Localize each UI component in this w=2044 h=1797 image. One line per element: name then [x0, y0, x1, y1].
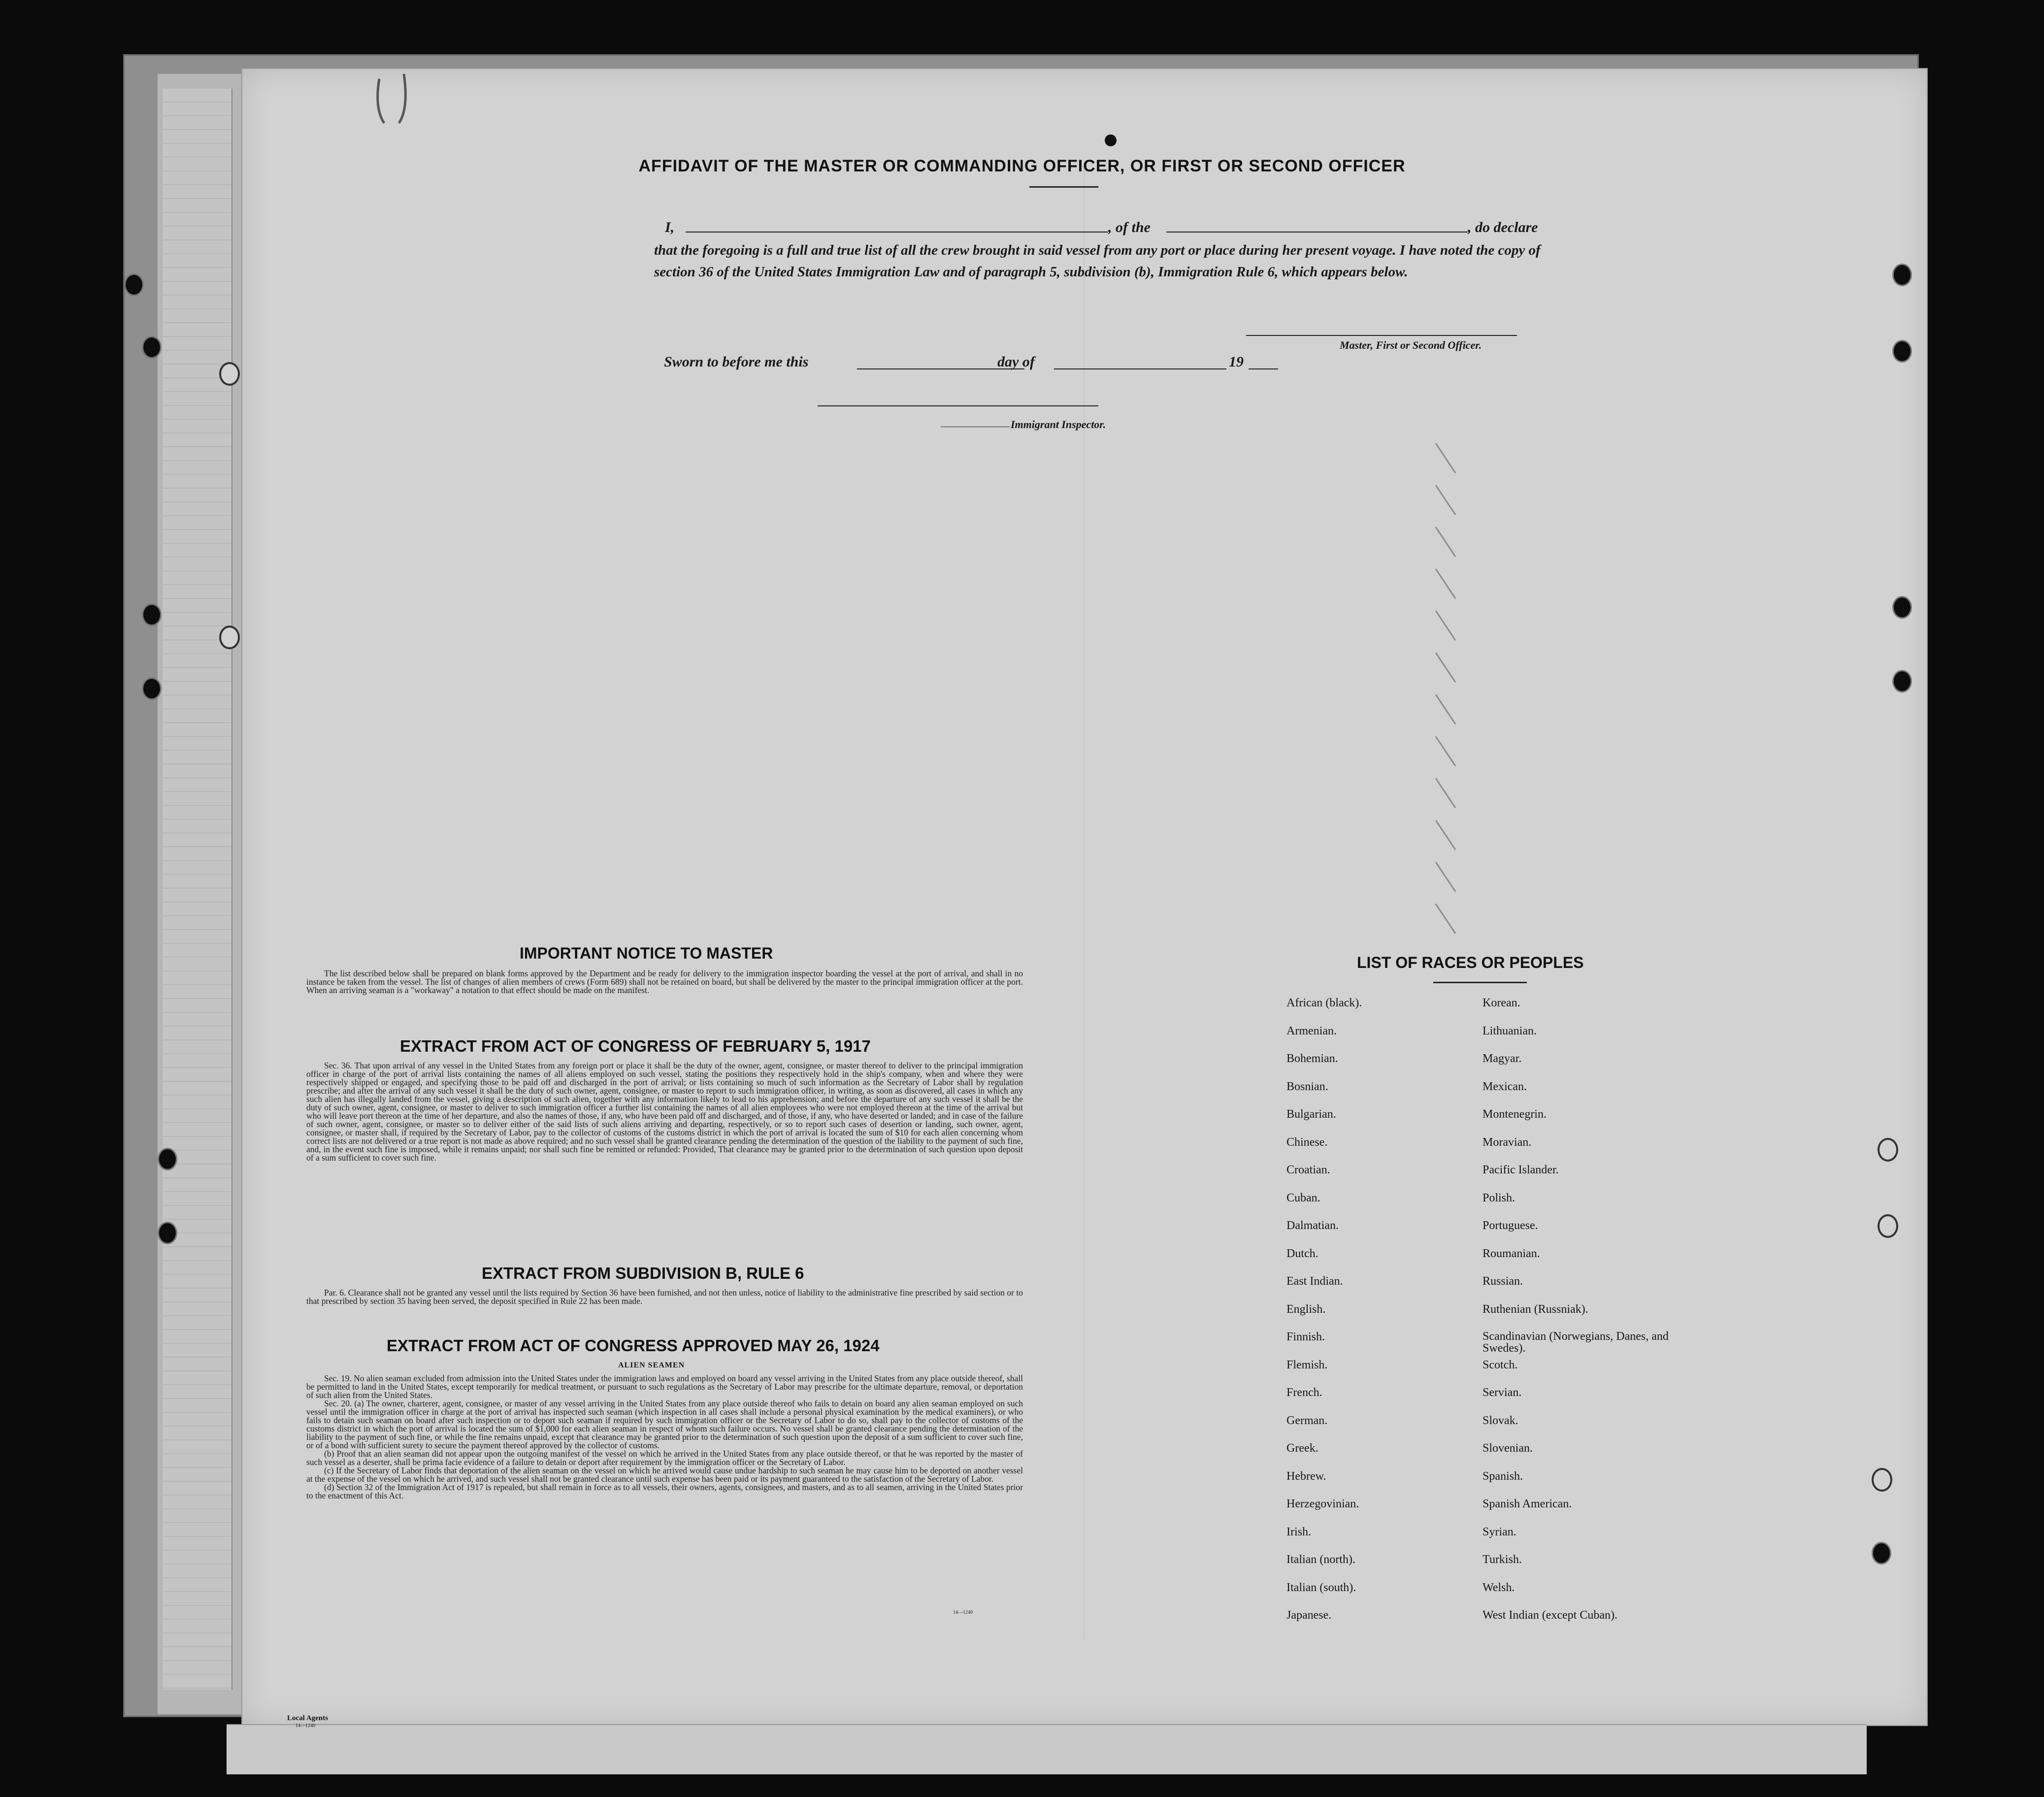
- sworn-month-line[interactable]: [1054, 368, 1226, 369]
- race-item: Korean.: [1483, 997, 1520, 1009]
- affidavit-statement: that the foregoing is a full and true list of all the crew brought in said vessel from any port or place during her present voyage. I have noted the copy of section 36 of the United States Immigration Law and of paragraph 5, subdivision (b), Immigration Rule 6, which appears below.: [654, 242, 1541, 280]
- race-item: Italian (north).: [1286, 1553, 1355, 1566]
- name-field-line[interactable]: [686, 232, 1108, 233]
- extract-1917-heading: EXTRACT FROM ACT OF CONGRESS OF FEBRUARY 5, 1917: [400, 1037, 871, 1055]
- alien-seamen-subheading: ALIEN SEAMEN: [618, 1361, 685, 1369]
- rule6-heading: EXTRACT FROM SUBDIVISION B, RULE 6: [482, 1264, 804, 1282]
- local-agents-label: Local Agents: [287, 1714, 328, 1722]
- race-item: Slovenian.: [1483, 1442, 1533, 1455]
- vessel-field-line[interactable]: [1166, 232, 1468, 233]
- race-item: French.: [1286, 1386, 1322, 1399]
- race-item: Chinese.: [1286, 1135, 1328, 1149]
- race-item: Slovak.: [1483, 1414, 1518, 1427]
- extract-1917-body: [306, 1062, 1023, 1162]
- sworn-day-of: day of: [997, 354, 1035, 370]
- race-item: English.: [1286, 1302, 1326, 1316]
- race-item: Armenian.: [1286, 1024, 1337, 1037]
- sworn-year-line[interactable]: [1249, 368, 1278, 369]
- notice-heading: IMPORTANT NOTICE TO MASTER: [520, 944, 773, 962]
- race-item: Scotch.: [1483, 1358, 1518, 1371]
- race-item: Moravian.: [1483, 1135, 1532, 1149]
- races-heading-rule: [1433, 982, 1527, 983]
- race-item: Spanish American.: [1483, 1498, 1572, 1510]
- races-heading: LIST OF RACES OR PEOPLES: [1357, 954, 1584, 971]
- race-item: Roumanian.: [1483, 1247, 1540, 1260]
- extract-1924-body: [306, 1374, 1023, 1500]
- notice-text: The list described below shall be prepared on blank forms approved by the Department and be ready for delivery to the immigration inspector boarding the vessel at the port of arrival, and shall in no instance be taken from the vessel. The list of changes of alien members of crews (Form 689) shall not be retained on board, but shall be delivered by the master to the principal immigration officer at the port. When an arriving seaman is a "workaway" a notation to that effect should be made on the manifest.: [306, 968, 1023, 995]
- race-item: Welsh.: [1483, 1581, 1515, 1594]
- race-item: Flemish.: [1286, 1358, 1328, 1371]
- race-item: Scandinavian (Norwegians, Danes, and Swedes).: [1483, 1330, 1669, 1355]
- declare-of-the: , of the: [1108, 219, 1151, 235]
- rule6-body: [306, 1289, 1023, 1305]
- race-item: Pacific Islander.: [1483, 1164, 1559, 1176]
- sec20d-text: (d) Section 32 of the Immigration Act of 1917 is repealed, but shall remain in force as to all vessels, their owners, agents, consignees, and masters, and as to all seamen, arriving in the United States prior to the enactment of this Act.: [306, 1482, 1023, 1500]
- race-item: Cuban.: [1286, 1191, 1320, 1204]
- notice-body: [306, 969, 1023, 995]
- form-code: 14—1240: [953, 1610, 973, 1615]
- race-item: Irish.: [1286, 1525, 1311, 1538]
- race-item: Greek.: [1286, 1442, 1319, 1455]
- master-signature-line[interactable]: [1246, 335, 1517, 336]
- race-item: Japanese.: [1286, 1609, 1332, 1622]
- race-item: Dalmatian.: [1286, 1219, 1339, 1232]
- extract-1924-heading: EXTRACT FROM ACT OF CONGRESS APPROVED MAY 26, 1924: [387, 1336, 880, 1355]
- extract-1917-text: Sec. 36. That upon arrival of any vessel in the United States from any foreign port or place it shall be the duty of the owner, agent, consignee, or master thereof to deliver to the principal immigration officer in charge of the port of arrival lists containing the names of all aliens employed on such vessel, stating the positions they respectively hold in the ship's company, when and where they were respectively shipped or engaged, and specifying those to be paid off and discharged in the port of arrival; or lists containing so much of such information as the Secretary of Labor shall by regulation prescribe; and after the arrival of any such vessel it shall be the duty of such owner, agent, consignee, or master to report to such immigration officer, in writing, as soon as discovered, all cases in which any such alien has illegally landed from the vessel, giving a description of such alien, together with any information likely to lead to his apprehension; and before the departure of any such vessel it shall be the duty of such owner, agent, consignee, or master to deliver to such immigration officer a further list containing the names of all alien employees who were not employed thereon at the time of the arrival but who will leave port thereon at the time of her departure, and also the names of those, if any, who have been paid off and discharged, and of those, if any, who have deserted or landed; and in case of the failure of such owner, agent, consignee, or master so to deliver either of the said lists of such aliens arriving and departing, respectively, or so to report such cases of desertion or landing, such owner, agent, consignee, or master shall, if required by the Secretary of Labor, pay to the collector of customs of the customs district in which the port of arrival is located the sum of $10 for each alien concerning whom correct lists are not delivered or a true report is not made as above required; and no such vessel shall be granted clearance pending the determination of the question of the liability to the payment of such fine, and, in the event such fine is imposed, while it remains unpaid; nor shall such fine be remitted or refunded: Provided, That clearance may be granted prior to the determination of such question upon deposit of a sum sufficient to cover such fine.: [306, 1061, 1023, 1163]
- race-item: Montenegrin.: [1483, 1108, 1547, 1121]
- inspector-label: Immigrant Inspector.: [1011, 418, 1106, 431]
- race-item: Bohemian.: [1286, 1052, 1338, 1065]
- race-item: Spanish.: [1483, 1469, 1523, 1483]
- sec20a-text: Sec. 20. (a) The owner, charterer, agent, consignee, or master of any vessel arriving in the United States from any place outside thereof who fails to detain on board any alien seaman employed on such vessel until the immigration officer in charge at the port of arrival has inspected such seaman (which inspection in all cases shall include a personal physical examination by the medical examiners), or who fails to detain such seaman on board after such inspection or to deport such seaman if required by such immigration officer or the Secretary of Labor to do so, shall pay to the collector of customs of the customs district in which the port of arrival is located the sum of $1,000 for each alien seaman in respect of whom such failure occurs. No vessel shall be granted clearance pending the determination of the liability to the payment of such fine, or while the fine remains unpaid, except that clearance may be granted prior to the determination of such question upon the deposit of a sum sufficient to cover such fine, or of a bond with sufficient surety to secure the payment thereof approved by the collector of customs.: [306, 1398, 1023, 1450]
- race-item: Turkish.: [1483, 1553, 1522, 1566]
- race-item: Herzegovinian.: [1286, 1498, 1359, 1510]
- sec19-text: Sec. 19. No alien seaman excluded from admission into the United States under the immigration laws and employed on board any vessel arriving in the United States from any place outside thereof, shall be permitted to land in the United States, except temporarily for medical treatment, or pursuant to such regulations as the Secretary of Labor may prescribe for the ultimate departure, removal, or deportation of such alien from the United States.: [306, 1373, 1023, 1400]
- affidavit-title: AFFIDAVIT OF THE MASTER OR COMMANDING OFFICER, OR FIRST OR SECOND OFFICER: [638, 157, 1406, 175]
- race-item: Russian.: [1483, 1275, 1523, 1288]
- race-item: Italian (south).: [1286, 1581, 1356, 1594]
- race-item: Hebrew.: [1286, 1469, 1326, 1483]
- race-item: East Indian.: [1286, 1275, 1343, 1288]
- race-item: Servian.: [1483, 1386, 1522, 1399]
- sec20b-text: (b) Proof that an alien seaman did not appear upon the outgoing manifest of the vessel on which he arrived in the United States from any place outside thereof, or that he was reported by the master of such vessel as a deserter, shall be prima facie evidence of a failure to detain or deport after requirement by the immigration officer or the Secretary of Labor.: [306, 1449, 1023, 1467]
- race-item: Finnish.: [1286, 1331, 1325, 1343]
- footer-code: 14—1240: [296, 1723, 315, 1729]
- race-item: Lithuanian.: [1483, 1024, 1537, 1037]
- race-item: West Indian (except Cuban).: [1483, 1609, 1617, 1622]
- race-item: Magyar.: [1483, 1052, 1522, 1065]
- race-item: Mexican.: [1483, 1080, 1527, 1093]
- title-rule: [1029, 186, 1098, 188]
- race-item: Syrian.: [1483, 1525, 1517, 1538]
- race-item: Bosnian.: [1286, 1080, 1328, 1093]
- race-item: African (black).: [1286, 997, 1362, 1009]
- race-item: German.: [1286, 1414, 1328, 1427]
- race-item: Bulgarian.: [1286, 1108, 1336, 1121]
- master-label: Master, First or Second Officer.: [1340, 339, 1482, 351]
- inspector-signature-line[interactable]: [818, 405, 1098, 406]
- race-item: Polish.: [1483, 1191, 1516, 1204]
- race-item: Ruthenian (Russniak).: [1483, 1302, 1588, 1316]
- declare-i: I,: [665, 219, 675, 235]
- race-item: Croatian.: [1286, 1164, 1330, 1176]
- declare-do-declare: , do declare: [1468, 219, 1538, 235]
- rule6-text: Par. 6. Clearance shall not be granted any vessel until the lists required by Section 36 have been furnished, and not then unless, notice of liability to the administrative fine prescribed by said section or to that prescribed by section 35 having been served, the deposit specified in Rule 22 has been made.: [306, 1288, 1023, 1306]
- sworn-year-prefix: 19: [1229, 354, 1244, 370]
- sworn-prefix: Sworn to before me this: [664, 354, 809, 370]
- race-item: Portuguese.: [1483, 1219, 1538, 1232]
- sec20c-text: (c) If the Secretary of Labor finds that deportation of the alien seaman on the vessel on which he arrived would cause undue hardship to such seaman he may cause him to be deported on another vessel at the expense of the vessel on which he arrived, and such vessel shall not be granted clearance until such expense has been paid or its payment guaranteed to the satisfaction of the Secretary of Labor.: [306, 1465, 1023, 1484]
- race-item: Dutch.: [1286, 1247, 1319, 1260]
